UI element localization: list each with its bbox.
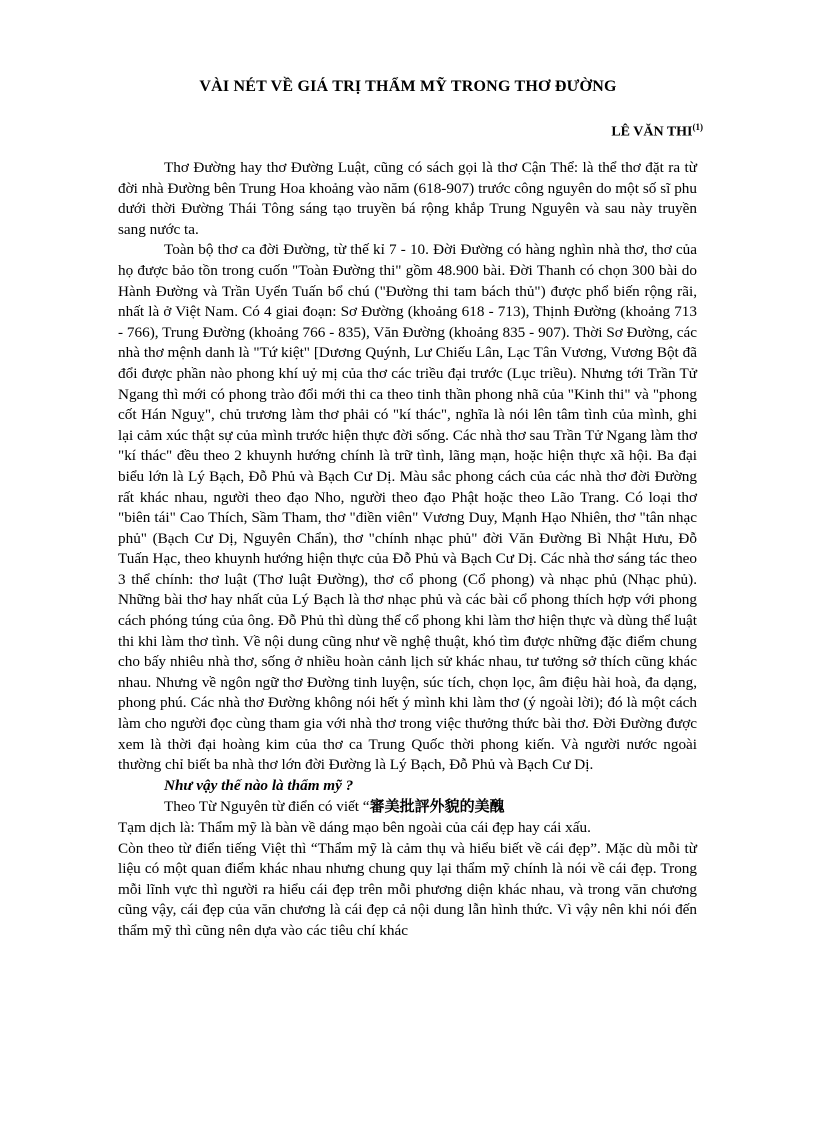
- definition-prefix: Theo Từ Nguyên từ điển có viết “: [164, 798, 370, 816]
- paragraph-translation: Tạm dịch là: Thẩm mỹ là bàn về dáng mạo bên ngoài của cái đẹp hay cái xấu.: [118, 819, 591, 836]
- article-title: VÀI NÉT VỀ GIÁ TRỊ THẨM MỸ TRONG THƠ ĐƯỜNG: [199, 78, 617, 95]
- chinese-quote: 審美批評外貌的美醜: [369, 797, 505, 816]
- article-body: [118, 158, 697, 942]
- paragraph-dictionary: Còn theo từ điển tiếng Việt thì “Thẩm mỹ là cảm thụ và hiểu biết về cái đẹp”. Mặc dù mỗi từ liệu có một quan điểm khác nhau nhưng chung quy lại thẩm mỹ chính là nói về cái đẹp. Trong mỗi lĩnh vực thì người ra hiểu cái đẹp trên mỗi phương diện khác nhau, và trong văn chương cũng vậy, cái đẹp của văn chương là cái đẹp cả nội dung lẫn hình thức. Vì vậy nên khi nói đến thẩm mỹ thì cũng nên dựa vào các tiêu chí khác: [118, 839, 697, 939]
- paragraph-intro: Thơ Đường hay thơ Đường Luật, cũng có sách gọi là thơ Cận Thể: là thể thơ đặt ra từ đời nhà Đường bên Trung Hoa khoảng vào năm (618-907) trước công nguyên do một số sĩ phu dưới thời Đường Thái Tông sáng tạo truyền bá rộng khắp Trung Nguyên và sau này truyền sang nước ta.: [118, 159, 697, 238]
- author-name: LÊ VĂN THI: [611, 124, 693, 140]
- footnote-mark: (1): [692, 122, 703, 132]
- paragraph-history: Toàn bộ thơ ca đời Đường, từ thế kỉ 7 - 10. Đời Đường có hàng nghìn nhà thơ, thơ của họ được bảo tồn trong cuốn "Toàn Đường thi" gồm 48.900 bài. Đời Thanh có chọn 300 bài do Hành Đường và Trần Uyển Tuấn bổ chú ("Đường thi tam bách thủ") được phổ biến rộng rãi, nhất là ở Việt Nam. Có 4 giai đoạn: Sơ Đường (khoảng 618 - 713), Thịnh Đường (khoảng 713 - 766), Trung Đường (khoảng 766 - 835), Văn Đường (khoảng 835 - 907). Thời Sơ Đường, các nhà thơ mệnh danh là "Tứ kiệt" [Dương Quýnh, Lư Chiếu Lân, Lạc Tân Vương, Vương Bột đã đổi được phần nào phong khí uỷ mị của thơ các triều đại trước (Lục triều). Nhưng tới Trần Tử Ngang thì mới có phong trào đổi mới thi ca theo tinh thần phong nhã của "Kinh thi" và "phong cốt Hán Nguỵ", chủ trương làm thơ phải có "kí thác", nghĩa là nói lên tâm tình của mình, ghi lại cảm xúc thật sự của mình trước hiện thực đời sống. Các nhà thơ sau Trần Tử Ngang làm thơ "kí thác" đều theo 2 khuynh hướng chính là trữ tình, lãng mạn, hoặc hiện thực xã hội. Ba đại biểu lớn là Lý Bạch, Đỗ Phủ và Bạch Cư Dị. Màu sắc phong cách của các nhà thơ đời Đường rất khác nhau, người theo đạo Nho, người theo đạo Phật hoặc theo Lão Trang. Có loại thơ "biên tái" Cao Thích, Sầm Tham, thơ "điền viên" Vương Duy, Mạnh Hạo Nhiên, thơ "tân nhạc phủ" (Bạch Cư Dị, Nguyên Chẩn), thơ "chính nhạc phủ" đời Văn Đường Bì Nhật Hưu, Đỗ Tuấn Hạc, theo khuynh hướng hiện thực của Đỗ Phủ và Bạch Cư Dị. Các nhà thơ sáng tác theo 3 thể chính: thơ luật (Thơ luật Đường), thơ cổ phong (Cổ phong) và nhạc phủ (Nhạc phủ). Những bài thơ hay nhất của Lý Bạch là thơ nhạc phủ và các bài cổ phong thích hợp với phong cách phóng túng của ông. Đỗ Phủ thì dùng thể cổ phong khi làm thơ hiện thực và dùng thể luật thi khi làm thơ tình. Về nội dung cũng như về nghệ thuật, khó tìm được những đặc điểm chung cho bấy nhiêu nhà thơ, sống ở nhiều hoàn cảnh lịch sử khác nhau, tư tưởng sở thích cũng khác nhau. Nhưng về ngôn ngữ thơ Đường tinh luyện, súc tích, chọn lọc, âm điệu hài hoà, đa dạng, phong phú. Các nhà thơ Đường không nói hết ý mình khi làm thơ (ý ngoài lời); đó là một cách làm cho người đọc cùng tham gia với nhà thơ trong việc thưởng thức bài thơ. Đời Đường được xem là thời đại hoàng kim của thơ ca Trung Quốc thời phong kiến. Và người nước ngoài thường chỉ biết ba nhà thơ lớn đời Đường là Lý Bạch, Đỗ Phủ và Bạch Cư Dị.: [118, 241, 697, 774]
- section-heading: Như vậy thế nào là thẩm mỹ ?: [164, 776, 354, 794]
- paragraph-definition: [118, 796, 697, 818]
- author-line: [611, 122, 703, 141]
